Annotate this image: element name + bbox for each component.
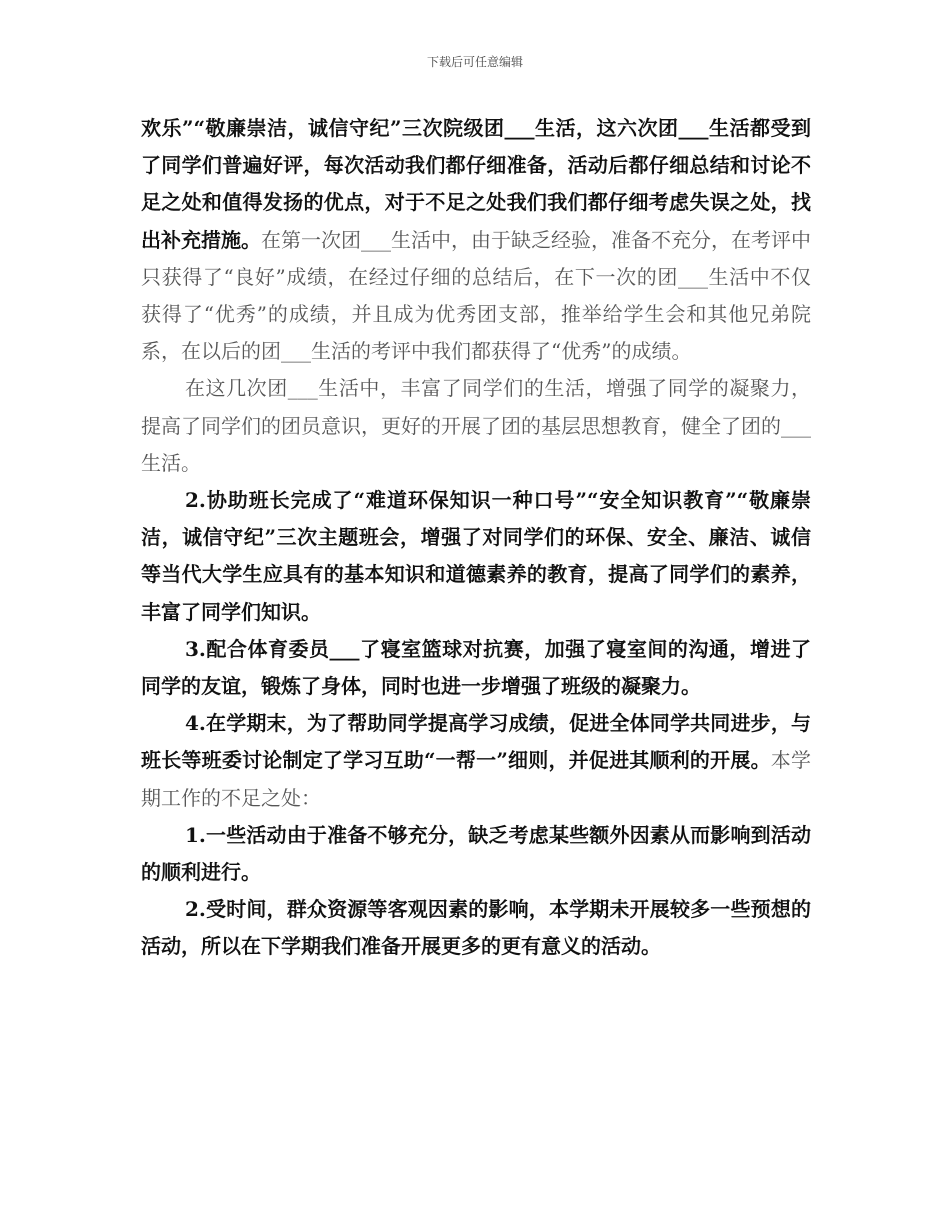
paragraph-4-item-3 <box>141 631 811 705</box>
paragraph-7-text: 2.受时间，群众资源等客观因素的影响，本学期未开展较多一些预想的活动，所以在下学期我们准备开展更多的更有意义的活动。 <box>141 897 811 959</box>
paragraph-2-text: 在这几次团___生活中，丰富了同学们的生活，增强了同学的凝聚力，提高了同学们的团员意识，更好的开展了团的基层思想教育，健全了团的___生活。 <box>141 376 811 475</box>
paragraph-5-item-4 <box>141 705 811 817</box>
document-body <box>141 110 811 966</box>
paragraph-1-light-text: 在第一次团___生活中，由于缺乏经验，准备不充分，在考评中只获得了“良好”成绩，在经过仔细的总结后，在下一次的团___生活中不仅获得了“优秀”的成绩，并且成为优秀团支部，推举给学生会和其他兄弟院系，在以后的团___生活的考评中我们都获得了“优秀”的成绩。 <box>141 227 811 364</box>
paragraph-7-shortcoming-2 <box>141 891 811 965</box>
paragraph-6-text: 1.一些活动由于准备不够充分，缺乏考虑某些额外因素从而影响到活动的顺利进行。 <box>141 822 811 885</box>
paragraph-3-item-2 <box>141 482 811 631</box>
paragraph-2 <box>141 370 811 482</box>
paragraph-6-shortcoming-1 <box>141 817 811 891</box>
paragraph-4-text: 3.配合体育委员___了寝室篮球对抗赛，加强了寝室间的沟通，增进了同学的友谊，锻炼了身体，同时也进一步增强了班级的凝聚力。 <box>141 636 811 699</box>
page-header: 下载后可任意编辑 <box>426 55 523 69</box>
paragraph-1-bold-text: 欢乐”“敬廉崇洁，诚信守纪”三次院级团___生活，这六次团___生活都受到了同学们普遍好评，每次活动我们都仔细准备，活动后都仔细总结和讨论不足之处和值得发扬的优点，对于不足之处我们我们都仔细考虑失误之处，找出补充措施。 <box>141 116 811 252</box>
paragraph-3-text: 2.协助班长完成了“难道环保知识一种口号”“安全知识教育”“敬廉崇洁，诚信守纪”三次主题班会，增强了对同学们的环保、安全、廉洁、诚信等当代大学生应具有的基本知识和道德素养的教育，提高了同学们的素养，丰富了同学们知识。 <box>141 488 811 624</box>
paragraph-5-bold-text: 4.在学期末，为了帮助同学提高学习成绩，促进全体同学共同进步，与班长等班委讨论制定了学习互助“一帮一”细则，并促进其顺利的开展。 <box>141 711 811 773</box>
paragraph-1 <box>141 110 811 370</box>
paragraph-5-light-text: 本学期工作的不足之处： <box>141 748 811 810</box>
